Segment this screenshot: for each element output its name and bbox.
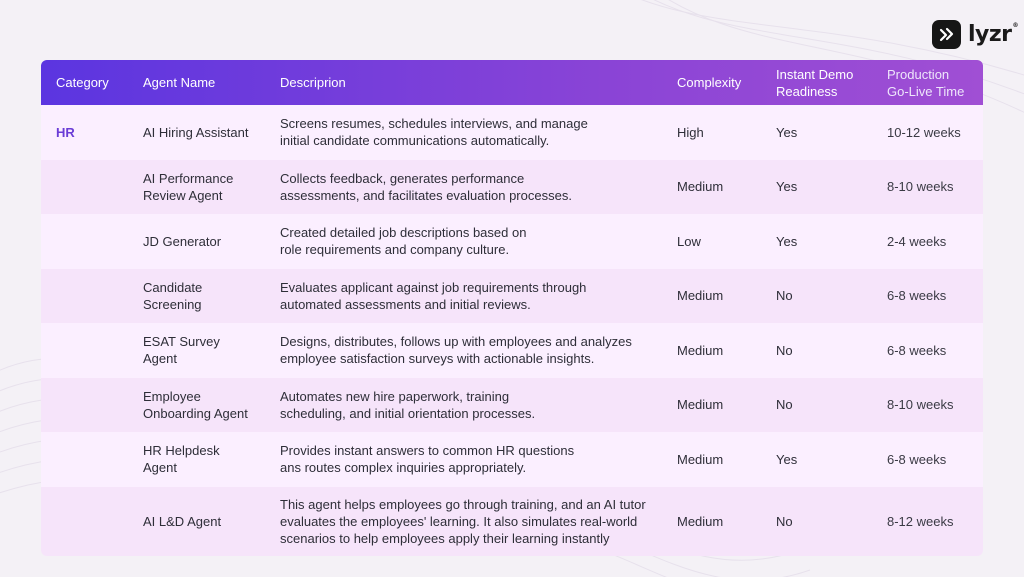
- description-line: Provides instant answers to common HR questions: [280, 443, 575, 459]
- complexity-cell: [662, 396, 761, 413]
- demo-readiness-cell: [761, 178, 872, 195]
- agents-table: [41, 60, 983, 556]
- golive-time-cell: [872, 233, 983, 250]
- complexity-value: High: [677, 124, 704, 140]
- agent-name-line: Employee: [143, 388, 201, 404]
- agent-name-line: Onboarding Agent: [143, 405, 248, 421]
- category-cell: [41, 124, 128, 141]
- description-line: scenarios to help employees apply their learning instantly: [280, 530, 610, 546]
- table-row: [41, 160, 983, 215]
- complexity-value: Medium: [677, 451, 724, 467]
- demo-readiness-cell: [761, 287, 872, 304]
- complexity-cell: [662, 287, 761, 304]
- table-body: [41, 105, 983, 556]
- demo-readiness-cell: [761, 233, 872, 250]
- complexity-value: Low: [677, 233, 701, 249]
- description-line: assessments, and facilitates evaluation processes.: [280, 187, 572, 203]
- demo-readiness-value: No: [776, 288, 793, 304]
- complexity-cell: [662, 178, 761, 195]
- table-header: [41, 60, 983, 105]
- golive-time-value: 2-4 weeks: [887, 233, 947, 249]
- complexity-value: Medium: [677, 179, 724, 195]
- agent-name-line: AI L&D Agent: [143, 513, 222, 529]
- description-line: Created detailed job descriptions based on: [280, 225, 527, 241]
- agent-name-cell: [128, 233, 265, 250]
- demo-readiness-value: Yes: [776, 451, 798, 467]
- header-demo-readiness: [761, 66, 872, 100]
- description-line: initial candidate communications automatically.: [280, 133, 550, 149]
- description-line: Automates new hire paperwork, training: [280, 388, 510, 404]
- golive-time-cell: [872, 124, 983, 141]
- complexity-cell: [662, 233, 761, 250]
- demo-readiness-value: Yes: [776, 233, 798, 249]
- demo-readiness-cell: [761, 342, 872, 359]
- golive-time-cell: [872, 513, 983, 530]
- description-line: Designs, distributes, follows up with employees and analyzes: [280, 334, 632, 350]
- demo-readiness-cell: [761, 513, 872, 530]
- description-cell: [265, 279, 662, 313]
- complexity-value: Medium: [677, 397, 724, 413]
- agent-name-cell: [128, 442, 265, 476]
- agent-name-line: ESAT Survey: [143, 334, 220, 350]
- description-cell: [265, 333, 662, 367]
- complexity-value: Medium: [677, 342, 724, 358]
- golive-time-cell: [872, 396, 983, 413]
- agent-name-line: Agent: [143, 460, 177, 476]
- golive-time-value: 10-12 weeks: [887, 124, 961, 140]
- golive-time-cell: [872, 342, 983, 359]
- demo-readiness-cell: [761, 451, 872, 468]
- description-line: Evaluates applicant against job requirements through: [280, 279, 587, 295]
- header-agent-name: Agent Name: [143, 75, 216, 90]
- agent-name-line: AI Performance: [143, 170, 234, 186]
- header-demo-line1: Instant Demo: [776, 66, 854, 82]
- header-complexity: Complexity: [677, 75, 742, 90]
- complexity-cell: [662, 513, 761, 530]
- description-line: scheduling, and initial orientation processes.: [280, 405, 536, 421]
- header-golive-time: [872, 66, 983, 100]
- agent-name-line: HR Helpdesk: [143, 443, 220, 459]
- complexity-cell: [662, 451, 761, 468]
- agent-name-cell: [128, 513, 265, 530]
- golive-time-cell: [872, 451, 983, 468]
- table-row: [41, 105, 983, 160]
- description-line: This agent helps employees go through training, and an AI tutor: [280, 496, 646, 512]
- category-label: HR: [56, 124, 75, 140]
- description-line: automated assessments and initial reviews.: [280, 296, 531, 312]
- demo-readiness-cell: [761, 396, 872, 413]
- demo-readiness-value: Yes: [776, 179, 798, 195]
- demo-readiness-cell: [761, 124, 872, 141]
- header-golive-line2: Go-Live Time: [887, 83, 965, 99]
- agent-name-line: AI Hiring Assistant: [143, 124, 249, 140]
- description-line: role requirements and company culture.: [280, 242, 510, 258]
- lyzr-logo: [932, 20, 1018, 49]
- golive-time-value: 8-10 weeks: [887, 179, 954, 195]
- demo-readiness-value: No: [776, 397, 793, 413]
- golive-time-value: 6-8 weeks: [887, 288, 947, 304]
- agent-name-line: Screening: [143, 296, 202, 312]
- description-cell: [265, 442, 662, 476]
- header-demo-line2: Readiness: [776, 83, 838, 99]
- description-line: Collects feedback, generates performance: [280, 170, 525, 186]
- table-row: [41, 487, 983, 556]
- agent-name-cell: [128, 170, 265, 204]
- table-row: [41, 269, 983, 324]
- description-cell: [265, 115, 662, 149]
- description-line: employee satisfaction surveys with actionable insights.: [280, 351, 595, 367]
- demo-readiness-value: No: [776, 342, 793, 358]
- table-row: [41, 432, 983, 487]
- lyzr-logo-icon: [932, 20, 961, 49]
- agent-name-cell: [128, 333, 265, 367]
- agent-name-line: JD Generator: [143, 233, 222, 249]
- description-line: Screens resumes, schedules interviews, and manage: [280, 116, 588, 132]
- header-category: Category: [56, 75, 109, 90]
- table-row: [41, 323, 983, 378]
- agent-name-line: Review Agent: [143, 187, 223, 203]
- complexity-value: Medium: [677, 288, 724, 304]
- golive-time-value: 8-10 weeks: [887, 397, 954, 413]
- complexity-value: Medium: [677, 513, 724, 529]
- description-cell: [265, 388, 662, 422]
- table-row: [41, 378, 983, 433]
- golive-time-value: 6-8 weeks: [887, 342, 947, 358]
- header-description: Descriprion: [280, 75, 346, 90]
- description-line: ans routes complex inquiries appropriately.: [280, 460, 527, 476]
- golive-time-cell: [872, 287, 983, 304]
- agent-name-line: Candidate: [143, 279, 203, 295]
- golive-time-cell: [872, 178, 983, 195]
- description-line: evaluates the employees' learning. It also simulates real-world: [280, 513, 638, 529]
- description-cell: [265, 170, 662, 204]
- golive-time-value: 8-12 weeks: [887, 513, 954, 529]
- agent-name-line: Agent: [143, 351, 177, 367]
- golive-time-value: 6-8 weeks: [887, 451, 947, 467]
- description-cell: [265, 224, 662, 258]
- demo-readiness-value: No: [776, 513, 793, 529]
- agent-name-cell: [128, 124, 265, 141]
- description-cell: [265, 496, 662, 547]
- complexity-cell: [662, 124, 761, 141]
- agent-name-cell: [128, 388, 265, 422]
- complexity-cell: [662, 342, 761, 359]
- logo-text: lyzr®: [968, 22, 1019, 47]
- agent-name-cell: [128, 279, 265, 313]
- table-row: [41, 214, 983, 269]
- header-golive-line1: Production: [887, 66, 950, 82]
- demo-readiness-value: Yes: [776, 124, 798, 140]
